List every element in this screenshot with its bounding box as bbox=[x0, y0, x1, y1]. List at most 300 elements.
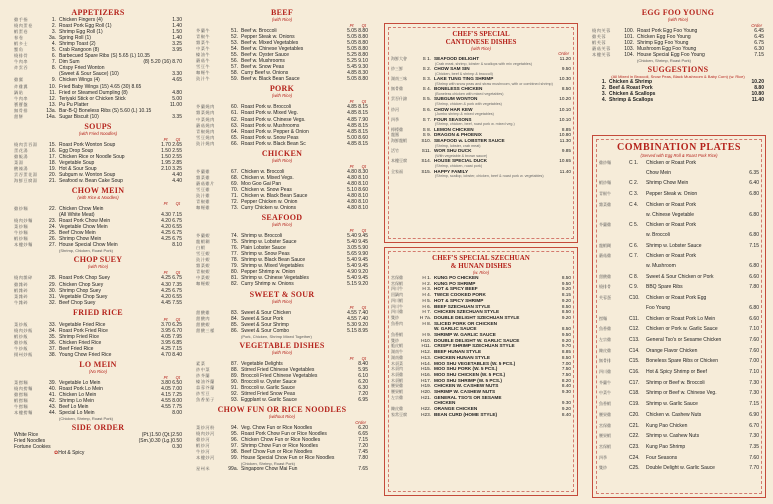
item-name: Sugar Biscuit (10) bbox=[59, 113, 99, 120]
item-name: Chicken Fingers (4) bbox=[59, 17, 103, 23]
item-price: 9.30 bbox=[561, 400, 571, 406]
item-number: H20. bbox=[421, 389, 431, 395]
item-number: H12. bbox=[421, 349, 431, 355]
item-name: SLICED PORK OR CHICKEN bbox=[434, 320, 498, 326]
item-number: C 3. bbox=[629, 191, 639, 198]
item-name: Beef w. Oyster Sauce bbox=[241, 52, 290, 59]
item-name: Beef w. Snow Peas bbox=[241, 64, 285, 71]
item-name: Fried Noodles bbox=[14, 438, 46, 445]
menu-item bbox=[599, 169, 759, 179]
item-chinese-name: 芙蓉蛋 bbox=[599, 295, 611, 301]
menu-item bbox=[599, 293, 759, 304]
item-name: Teriyaki Stick or Chicken Stick bbox=[59, 95, 126, 102]
item-chinese-name: 左宗雞 bbox=[599, 336, 611, 342]
item-number: 98. bbox=[231, 449, 238, 456]
item-number: S 4. bbox=[422, 86, 431, 92]
item-chinese-name: 腰果雞 bbox=[391, 383, 403, 389]
item-number: H 3. bbox=[422, 286, 431, 292]
item-name: Chicken Chop Suey bbox=[59, 281, 104, 288]
item-price: 8.20 bbox=[561, 377, 571, 383]
item-name: MOO SHU PORK (W. 5 PCS.) bbox=[434, 366, 498, 372]
item-chinese-name: 雜菜雞 bbox=[196, 174, 211, 180]
item-price: 3.95 6.85 bbox=[161, 339, 182, 346]
item-chinese-name: 中菜蝦 bbox=[196, 275, 211, 281]
item-chinese-name: 蘑菇燒肉 bbox=[196, 122, 215, 128]
item-chinese-name: 本樓芙蓉 bbox=[592, 52, 611, 58]
item-price: 4.45 7.55 bbox=[161, 299, 182, 306]
item-price: 4.05 7.00 bbox=[161, 386, 182, 393]
item-name: Hot & Spicy Shrimp or Beef bbox=[646, 369, 707, 376]
chow-fun-title: CHOW FUN OR RICE NOODLES bbox=[217, 405, 347, 415]
item-number: S 9. bbox=[422, 132, 431, 138]
item-name: ORANGE CHICKEN bbox=[434, 406, 478, 412]
header-qt: Qt bbox=[175, 374, 180, 380]
item-price: 5.00 8.60 bbox=[347, 134, 368, 141]
item-number: 4. bbox=[601, 97, 606, 104]
item-price: 4.90 9.20 bbox=[347, 269, 368, 276]
item-price: 5.10 8.60 bbox=[347, 186, 368, 193]
item-name: Chicken & Scallops bbox=[609, 91, 656, 98]
item-chinese-name: 燒肉炒河 bbox=[196, 431, 215, 437]
item-chinese-name: 雜菜燒肉 bbox=[196, 110, 215, 116]
menu-item bbox=[599, 463, 759, 474]
item-name: Kung Pao Chicken bbox=[646, 422, 688, 429]
item-number: 1. bbox=[601, 79, 606, 86]
item-name: Mushroom Egg Foo Young bbox=[637, 46, 697, 53]
item-chinese-name: 菜湯 bbox=[14, 159, 24, 165]
item-number: 78. bbox=[231, 257, 238, 264]
item-name: Beef Lo Mein bbox=[59, 404, 89, 411]
header-qt: Qt bbox=[361, 228, 366, 234]
item-chinese-name: 家常豆腐 bbox=[391, 411, 407, 417]
item-number: 88. bbox=[231, 366, 238, 373]
item-chinese-name: 燒肉炒麵 bbox=[14, 218, 33, 224]
header-qt: Qt bbox=[361, 304, 366, 310]
item-price: 7.70 bbox=[749, 465, 759, 472]
item-price: 6.45 bbox=[754, 34, 764, 41]
item-name: CHICKEN SZECHUAN STYLE bbox=[434, 309, 500, 315]
item-price: 4.55 7.75 bbox=[161, 404, 182, 411]
item-name: Shrimp Fried Rice bbox=[59, 333, 100, 340]
item-chinese-name: 菜炒麵 bbox=[14, 224, 29, 230]
menu-item bbox=[599, 388, 759, 399]
item-chinese-name: 菜炒河粉 bbox=[196, 425, 215, 431]
item-name: Roast Pork w. Mixed Veg. bbox=[241, 110, 298, 117]
menu-item bbox=[599, 431, 759, 442]
item-chinese-name: 甜酸蝦 bbox=[196, 321, 211, 327]
item-chinese-name: 燒肉炒飯 bbox=[14, 327, 33, 333]
item-name: Curry Chicken w. Onions bbox=[241, 205, 297, 212]
item-price: 9.50 bbox=[561, 280, 571, 286]
item-name: LEMON CHICKEN bbox=[434, 126, 474, 132]
item-number: 23. bbox=[49, 218, 56, 225]
menu-item bbox=[599, 241, 759, 252]
item-price: 5.65 9.90 bbox=[347, 251, 368, 258]
item-price: 7.60 bbox=[749, 336, 759, 343]
item-name: Broccoli Fried Chinese Vegetables bbox=[241, 372, 318, 379]
item-name: W. GARLIC SAUCE bbox=[434, 326, 477, 332]
item-number: C15. bbox=[629, 358, 640, 365]
item-name: House Special Chow Fun or Rice Noodles bbox=[241, 455, 335, 462]
item-price: 6.60 bbox=[749, 273, 759, 280]
item-price: 8.40 bbox=[561, 411, 571, 417]
item-name: Vegetable Chow Mein bbox=[59, 224, 108, 231]
item-price: 3.25 bbox=[172, 41, 182, 48]
item-chinese-name: 蛋花湯 bbox=[14, 147, 29, 153]
chow-mein-subtitle: (with Rice & Noodles) bbox=[77, 195, 119, 201]
item-price: 6.45 bbox=[754, 28, 764, 34]
item-description: (Shrimp, chicken & pork with vegetables) bbox=[435, 102, 502, 107]
item-price: 4.55 7.40 bbox=[347, 309, 368, 316]
item-chinese-name: 雞翼 bbox=[14, 77, 24, 83]
item-name: Pu Pu Platter bbox=[59, 101, 89, 108]
menu-item bbox=[599, 200, 759, 211]
item-number: 81. bbox=[231, 275, 238, 282]
item-number: 16. bbox=[49, 147, 56, 154]
item-number: 92. bbox=[231, 390, 238, 397]
item-number: 95. bbox=[231, 431, 238, 438]
item-number: 33. bbox=[49, 321, 56, 328]
item-price: 5.25 8.80 bbox=[347, 52, 368, 59]
item-chinese-name: 甜餅 bbox=[14, 113, 24, 119]
item-number: 83. bbox=[231, 309, 238, 316]
item-chinese-name: 雙炒 bbox=[391, 314, 399, 320]
item-name: Pepper Steak w. Onion bbox=[646, 191, 698, 198]
item-number: 66. bbox=[231, 140, 238, 147]
item-price: 1.40 bbox=[172, 23, 182, 30]
item-price: 1.50 bbox=[172, 29, 182, 36]
item-number: H14. bbox=[421, 360, 431, 366]
item-chinese-name: 牛肉串 bbox=[14, 59, 29, 65]
item-chinese-name: 湖南三味 bbox=[391, 76, 407, 82]
szechuan-title2: & HUNAN DISHES bbox=[450, 262, 512, 270]
item-name: Roast Pork Chop Suey bbox=[59, 275, 110, 282]
item-name: Shrimp & Scallops bbox=[609, 97, 654, 104]
menu-item bbox=[196, 466, 368, 472]
menu-item bbox=[599, 442, 759, 453]
item-name: Beef w. Black Bean Sauce bbox=[241, 76, 300, 83]
item-number: 54. bbox=[231, 46, 238, 53]
item-chinese-name: 牛炒麵 bbox=[14, 230, 29, 236]
item-name: Subgum w. Wonton Soup bbox=[59, 172, 116, 179]
item-price: 7.20 bbox=[358, 443, 368, 450]
item-number: 17. bbox=[49, 153, 56, 160]
item-name: SEAFOOD DELIGHT bbox=[434, 56, 480, 61]
item-price: 5.40 9.45 bbox=[347, 263, 368, 270]
item-name: BEEF HUNAN STYLE bbox=[434, 349, 482, 355]
item-number: 3. bbox=[51, 29, 56, 36]
item-number: C 9. bbox=[629, 284, 639, 291]
item-name: CHOW SAM SIN bbox=[434, 66, 470, 72]
sweet-sour-subtitle: (with Rice) bbox=[271, 298, 293, 304]
item-chinese-name: 木須肉 bbox=[391, 366, 403, 372]
item-price: 6.10 bbox=[358, 372, 368, 379]
item-number: H16. bbox=[421, 371, 431, 377]
item-price: 6.70 bbox=[749, 422, 759, 429]
item-price: 10.65 bbox=[559, 158, 571, 164]
item-name: Chicken w. Mixed Vegs. bbox=[241, 174, 294, 181]
item-number: 44. bbox=[49, 410, 56, 417]
item-price: 0.30 bbox=[172, 444, 182, 451]
item-name: Chicken Lo Mein bbox=[59, 392, 97, 399]
item-price: 6.80 bbox=[749, 191, 759, 198]
item-number: H19. bbox=[421, 383, 431, 389]
item-chinese-name: 雞炒飯 bbox=[14, 339, 29, 345]
item-chinese-name: 腰果蝦 bbox=[391, 389, 403, 395]
item-name: Beef w. Chinese Vegetables bbox=[241, 46, 304, 53]
item-name: Shrimp Lo Mein bbox=[59, 398, 95, 405]
item-name: MOO SHU VEGETABLES (W. 5 PCS.) bbox=[434, 360, 516, 366]
item-description: (Shrimp, lobster, crab meat) bbox=[435, 143, 481, 148]
item-name: Bar-B-Q Boneless Ribs (S) 5.60 (L) 10.15 bbox=[59, 107, 152, 114]
item-number: 76. bbox=[231, 245, 238, 252]
item-price: 5.40 9.45 bbox=[347, 233, 368, 240]
item-price: 3.95 6.70 bbox=[161, 327, 182, 334]
item-chinese-name: 魚香蝦 bbox=[599, 401, 611, 407]
menu-item bbox=[391, 56, 571, 62]
soups-subtitle: (with Fried Noodles) bbox=[78, 130, 118, 136]
item-chinese-name: 雞手指 bbox=[14, 17, 29, 22]
item-price: 9.70 bbox=[561, 343, 571, 349]
item-price: 4.85 7.90 bbox=[347, 116, 368, 123]
item-price: 8.00 bbox=[172, 410, 182, 417]
menu-item bbox=[599, 251, 759, 262]
item-price: 5.40 9.45 bbox=[347, 239, 368, 246]
item-name: Chicken w. Broccoli bbox=[241, 168, 285, 175]
item-chinese-name: 燒肉雜碎 bbox=[14, 275, 33, 281]
item-name: Broccoli w. Garlic Sauce bbox=[241, 384, 295, 391]
item-description: (Crab meat, shrimp, lobster & scallops with mix vegetables) bbox=[435, 61, 532, 66]
item-number: 28. bbox=[49, 275, 56, 282]
item-name: Foo Young bbox=[646, 304, 670, 311]
item-number: 18. bbox=[49, 159, 56, 166]
item-number: H 7a. bbox=[419, 314, 431, 320]
header-qt: Qt bbox=[361, 355, 366, 361]
chow-fun-subtitle: (without Rice) bbox=[268, 414, 296, 420]
item-chinese-name: 雞撈麵 bbox=[14, 392, 29, 398]
item-price: 3.35 bbox=[172, 113, 182, 120]
item-number: C 8. bbox=[629, 273, 639, 280]
item-name: Shrimp Chop Suey bbox=[59, 287, 101, 294]
item-chinese-name: 雞雜碎 bbox=[14, 281, 29, 287]
item-name: Beef & Roast Pork bbox=[609, 85, 653, 92]
appetizers-title: APPETIZERS bbox=[71, 8, 125, 17]
egg-foo-young-note: (Chicken, Shrimp, Roast Pork) bbox=[637, 58, 692, 64]
item-price: 7.00 bbox=[561, 360, 571, 366]
item-price: 4.80 8.10 bbox=[347, 174, 368, 181]
item-name: Eggplant w. Garlic Sauce bbox=[241, 396, 297, 403]
item-price: 9.20 bbox=[561, 286, 571, 292]
chicken-title: CHICKEN bbox=[261, 148, 303, 158]
header-qt: Qt bbox=[175, 316, 180, 322]
item-price: 8.50 bbox=[561, 309, 571, 315]
item-price: 4.25 6.75 bbox=[161, 236, 182, 243]
item-description: (Shrimp, chicken, beef, roast pork w. mixed veg.) bbox=[435, 122, 515, 127]
item-name: CRISPY SHRIMP SZECHUAN STYLE bbox=[434, 343, 515, 349]
item-chinese-name: 炸雲吞 bbox=[14, 65, 29, 71]
item-price: 6.20 bbox=[358, 378, 368, 385]
header-pt: Pt bbox=[163, 136, 168, 142]
item-chinese-name: 鍋貼 bbox=[14, 89, 24, 95]
item-name: Pepper Steak w. Onions bbox=[241, 34, 295, 41]
item-number: S 8. bbox=[422, 126, 431, 132]
chef_special-subtitle: (with Rice) bbox=[471, 46, 491, 51]
item-name: Plain Lobster Sauce bbox=[241, 245, 286, 252]
item-price: 6.75 bbox=[754, 40, 764, 47]
item-name: Beef Chop Suey bbox=[59, 299, 96, 306]
item-name: General Tso's or Sesame Chicken bbox=[646, 336, 722, 343]
item-chinese-name: 四川牛 bbox=[391, 303, 403, 309]
item-number: 15. bbox=[49, 141, 56, 148]
header-pt: Pt bbox=[349, 99, 354, 105]
item-number: S 2. bbox=[422, 66, 431, 72]
item-price: 4.30 7.35 bbox=[161, 281, 182, 288]
item-chinese-name: 雞飯湯 bbox=[14, 153, 29, 159]
item-chinese-name: 牛炒飯 bbox=[14, 345, 29, 351]
item-chinese-name: 蘑菇雞 bbox=[599, 253, 611, 259]
item-chinese-name: 燒肉雲吞湯 bbox=[14, 141, 38, 147]
item-name: Chicken or Roast Pork bbox=[646, 253, 697, 260]
item-name: Vegetable Fried Rice bbox=[59, 321, 106, 328]
item-chinese-name: 咖喱牛 bbox=[196, 70, 211, 76]
item-name: w. Chinese Vegetable bbox=[646, 211, 695, 218]
item-chinese-name: 蝦炒麵 bbox=[14, 236, 29, 242]
item-number: 35. bbox=[49, 333, 56, 340]
item-price: 5.05 8.80 bbox=[347, 28, 368, 34]
item-number: C17. bbox=[629, 379, 640, 386]
item-price: 4.85 8.15 bbox=[347, 122, 368, 129]
item-name: MOO SHU CHICKEN (W. 5 PCS.) bbox=[434, 371, 506, 377]
item-name: CHICKEN HUNAN STYLE bbox=[434, 354, 490, 360]
menu-item bbox=[599, 220, 759, 231]
item-number: H 5. bbox=[422, 297, 431, 303]
item-number: 51. bbox=[231, 28, 238, 34]
lo-mein-title: LO MEIN bbox=[79, 359, 117, 369]
item-name: Roast Pork w. Black Bean Sc bbox=[241, 140, 306, 147]
item-chinese-name: 腰果雞 bbox=[599, 411, 611, 417]
item-chinese-name: 魚香雞 bbox=[599, 326, 611, 332]
item-number: 96. bbox=[231, 437, 238, 444]
item-price: 9.30 bbox=[561, 389, 571, 395]
item-chinese-name: 四川雞 bbox=[599, 369, 611, 375]
item-price: 4.25 6.75 bbox=[161, 287, 182, 294]
item-number: 43. bbox=[49, 404, 56, 411]
item-number: 53. bbox=[231, 40, 238, 47]
item-name: Chicken Egg Foo Young bbox=[637, 34, 691, 41]
item-price: 8.85 bbox=[561, 126, 571, 132]
item-price: 4.05 7.95 bbox=[161, 333, 182, 340]
hot-spicy-icon: ✿ bbox=[54, 450, 59, 457]
item-price: 1.50 2.55 bbox=[161, 147, 182, 154]
header-qt: Qt bbox=[361, 23, 366, 28]
item-chinese-name: 豉汁雞 bbox=[196, 192, 211, 198]
item-number: 73. bbox=[231, 205, 238, 212]
item-chinese-name: 青椒雞 bbox=[196, 198, 211, 204]
item-chinese-name: 中菜牛 bbox=[599, 390, 611, 396]
item-price: 4.80 bbox=[172, 89, 182, 96]
item-number: C13. bbox=[629, 336, 640, 343]
menu-item bbox=[599, 304, 759, 314]
item-chinese-name: 燒排骨 bbox=[14, 53, 29, 59]
hot-spicy-label: Hot & Spicy bbox=[58, 450, 85, 457]
sweet-sour-title: SWEET & SOUR bbox=[249, 289, 315, 299]
item-name: Roast Pork w. Snow Peas bbox=[241, 134, 299, 141]
item-chinese-name: 本樓豆腐 bbox=[391, 158, 407, 164]
item-chinese-name: 雙炒 bbox=[391, 337, 399, 343]
item-name: HAPPY FAMILY bbox=[434, 168, 469, 174]
item-chinese-name: 蝦炒麵 bbox=[599, 180, 611, 186]
item-chinese-name: 蝦撈麵 bbox=[14, 398, 29, 404]
item-price: 6.40 bbox=[749, 180, 759, 187]
item-name: Four Seasons bbox=[646, 454, 678, 461]
item-chinese-name: 蒜蓉芥蘭 bbox=[196, 384, 215, 390]
item-number: C21. bbox=[629, 422, 640, 429]
item-number: H 2. bbox=[422, 280, 431, 286]
item-number: C18. bbox=[629, 390, 640, 397]
item-name: Vegetable Lo Mein bbox=[59, 379, 101, 386]
item-price: 3.70 6.25 bbox=[161, 321, 182, 328]
item-number: 94. bbox=[231, 425, 238, 432]
item-chinese-name: 咖喱蝦 bbox=[196, 281, 211, 287]
item-price: 2.10 3.25 bbox=[161, 165, 182, 172]
item-name: GENERAL TSO'S OR SESAME bbox=[434, 394, 502, 400]
item-number: 2. bbox=[51, 23, 56, 30]
item-price: 5.45 9.30 bbox=[347, 64, 368, 71]
item-number: 52. bbox=[231, 34, 238, 41]
item-number: 37. bbox=[49, 345, 56, 352]
item-chinese-name: 海鮮豆腐湯 bbox=[14, 178, 38, 184]
item-number: 68. bbox=[231, 174, 238, 181]
item-chinese-name: 撈麵 bbox=[599, 315, 607, 321]
item-number: 65. bbox=[231, 134, 238, 141]
menu-item bbox=[14, 444, 182, 450]
item-price: 9.50 bbox=[561, 66, 571, 72]
menu-item bbox=[599, 367, 759, 378]
item-number: 85. bbox=[231, 321, 238, 328]
item-chinese-name: 豉汁蝦 bbox=[196, 257, 211, 263]
item-chinese-name: 雪豆蝦 bbox=[196, 251, 211, 257]
item-number: C 5. bbox=[629, 222, 639, 229]
item-chinese-name: 魚香茄子 bbox=[196, 396, 215, 402]
item-chinese-name: 牛撈麵 bbox=[14, 404, 29, 410]
item-name: w. Broccoli bbox=[646, 231, 670, 238]
item-price: 1.50 2.55 bbox=[161, 153, 182, 160]
item-name: (Sweet & Sour Sauce) (10) bbox=[59, 71, 119, 78]
item-price: 10.20 bbox=[751, 79, 764, 86]
item-number: 14a. bbox=[46, 113, 56, 120]
item-price: 7.10 bbox=[749, 369, 759, 376]
item-price: 4.25 7.15 bbox=[161, 345, 182, 352]
item-number: C16. bbox=[629, 369, 640, 376]
item-price: 3.05 5.90 bbox=[347, 245, 368, 252]
item-name: Stirred Fried Snow Peas bbox=[241, 390, 296, 397]
column-1 bbox=[14, 6, 182, 456]
item-price: 9.50 bbox=[561, 332, 571, 338]
hot-spicy-legend bbox=[14, 450, 182, 456]
item-name: SUBGUM WONTON bbox=[434, 96, 478, 102]
item-name: Fried Baby Wings (15) 4.65 (30) 8.65 bbox=[59, 83, 142, 90]
item-price: 7.00 bbox=[749, 358, 759, 365]
item-price: 4.80 8.30 bbox=[347, 168, 368, 175]
item-price: 5.15 9.20 bbox=[347, 281, 368, 288]
item-name: Chicken or Roast Pork bbox=[646, 201, 697, 208]
pork-subtitle: (with Rice) bbox=[271, 93, 293, 99]
item-name: Roast Pork Chow Fun or Rice Noodles bbox=[241, 431, 327, 438]
item-price: 3.95 bbox=[172, 47, 182, 54]
item-number: 36. bbox=[49, 339, 56, 346]
item-name: HOT & SPICY SHRIMP bbox=[434, 297, 484, 303]
item-price: 4.20 6.55 bbox=[161, 293, 182, 300]
